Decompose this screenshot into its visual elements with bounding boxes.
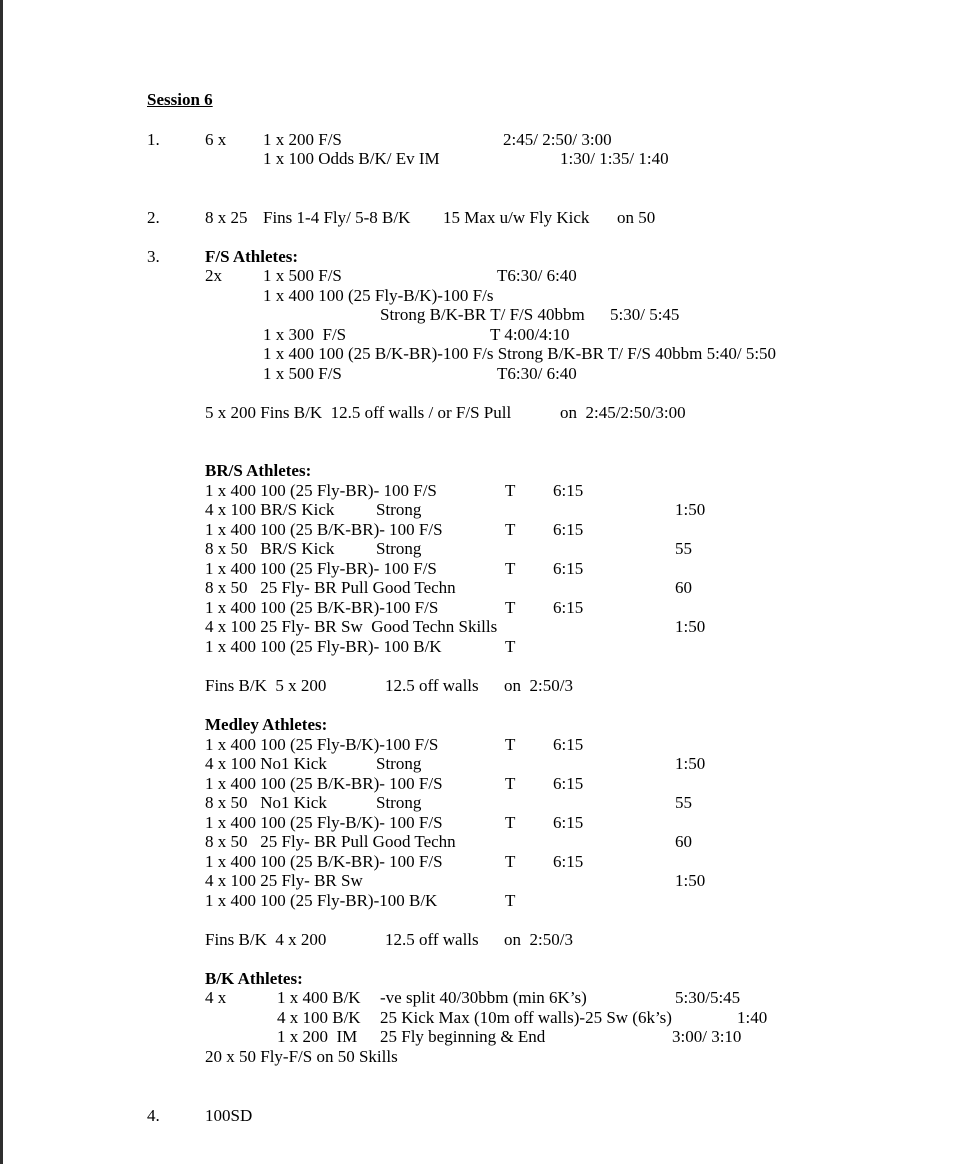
text-segment: 5:30/5:45 (675, 988, 741, 1007)
text-segment: 8 x 50 BR/S Kick (205, 539, 335, 558)
doc-line (0, 325, 966, 345)
text-segment: T6:30/ 6:40 (497, 364, 577, 383)
text-segment: 1 x 400 B/K (277, 988, 361, 1007)
text-segment: on 2:50/3 (504, 676, 573, 695)
text-segment: 1 x 400 100 (25 Fly-B/K)-100 F/s (263, 286, 494, 305)
text-segment: 8 x 50 No1 Kick (205, 793, 327, 812)
doc-line (0, 813, 966, 833)
text-segment: 4 x 100 BR/S Kick (205, 500, 335, 519)
text-segment: 2:45/ 2:50/ 3:00 (503, 130, 612, 149)
text-segment: 1 x 200 IM (277, 1027, 358, 1046)
doc-line (0, 266, 966, 286)
text-segment: 1 x 400 100 (25 Fly-B/K)-100 F/S (205, 735, 439, 754)
text-segment: 4. (147, 1106, 160, 1125)
medley-athletes-heading: Medley Athletes: (205, 715, 328, 734)
text-segment: 8 x 50 25 Fly- BR Pull Good Techn (205, 578, 456, 597)
doc-line (0, 461, 966, 481)
text-segment: 6 x (205, 130, 227, 149)
text-segment: 6:15 (553, 520, 584, 539)
fs-athletes-heading: F/S Athletes: (205, 247, 299, 266)
text-segment: Fins B/K 4 x 200 (205, 930, 327, 949)
doc-line (0, 891, 966, 911)
text-segment: 60 (675, 832, 692, 851)
doc-line (0, 1047, 966, 1067)
doc-line (0, 403, 966, 423)
doc-line (0, 774, 966, 794)
doc-line (0, 676, 966, 696)
doc-line (0, 969, 966, 989)
session-title: Session 6 (147, 90, 213, 109)
doc-line (0, 793, 966, 813)
text-segment: 4 x (205, 988, 227, 1007)
text-segment: 55 (675, 539, 692, 558)
text-segment: 6:15 (553, 735, 584, 754)
text-segment: 4 x 100 No1 Kick (205, 754, 327, 773)
doc-line (0, 500, 966, 520)
text-segment: 3. (147, 247, 160, 266)
text-segment: 1 x 400 100 (25 Fly-BR)- 100 F/S (205, 481, 437, 500)
bk-athletes-heading: B/K Athletes: (205, 969, 303, 988)
text-segment: 1:50 (675, 500, 706, 519)
doc-line (0, 871, 966, 891)
doc-line (0, 539, 966, 559)
doc-line (0, 617, 966, 637)
doc-line (0, 364, 966, 384)
text-segment: 12.5 off walls (385, 930, 479, 949)
text-segment: 5:30/ 5:45 (610, 305, 680, 324)
text-segment: 25 Fly beginning & End (380, 1027, 546, 1046)
text-segment: 25 Kick Max (10m off walls)-25 Sw (6k’s) (380, 1008, 672, 1027)
doc-line (0, 247, 966, 267)
text-segment: on 2:50/3 (504, 930, 573, 949)
text-segment: Fins B/K 5 x 200 (205, 676, 327, 695)
text-segment: T (505, 520, 516, 539)
text-segment: 1:50 (675, 617, 706, 636)
doc-line (0, 578, 966, 598)
text-segment: Strong (376, 754, 422, 773)
doc-line (0, 715, 966, 735)
text-segment: 1 x 400 100 (25 B/K-BR)- 100 F/S (205, 520, 443, 539)
text-segment: 15 Max u/w Fly Kick (443, 208, 590, 227)
doc-line (0, 832, 966, 852)
text-segment: 4 x 100 25 Fly- BR Sw (205, 871, 363, 890)
text-segment: 1 x 400 100 (25 B/K-BR)- 100 F/S (205, 852, 443, 871)
doc-line (0, 637, 966, 657)
text-segment: 1 x 400 100 (25 Fly-BR)-100 B/K (205, 891, 438, 910)
text-segment: 8 x 50 25 Fly- BR Pull Good Techn (205, 832, 456, 851)
text-segment: Strong (376, 539, 422, 558)
text-segment: 6:15 (553, 852, 584, 871)
doc-line (0, 481, 966, 501)
doc-line (0, 1106, 966, 1126)
text-segment: 2x (205, 266, 222, 285)
text-segment: 6:15 (553, 774, 584, 793)
text-segment: T (505, 774, 516, 793)
text-segment: T (505, 637, 516, 656)
text-segment: Strong (376, 500, 422, 519)
doc-line (0, 90, 966, 110)
doc-line (0, 286, 966, 306)
text-segment: 1 x 300 F/S (263, 325, 347, 344)
text-segment: 2. (147, 208, 160, 227)
doc-line (0, 1027, 966, 1047)
text-segment: Fins 1-4 Fly/ 5-8 B/K (263, 208, 411, 227)
doc-line (0, 520, 966, 540)
text-segment: 1. (147, 130, 160, 149)
text-segment: 1 x 400 100 (25 B/K-BR)- 100 F/S (205, 774, 443, 793)
text-segment: 6:15 (553, 813, 584, 832)
text-segment: -ve split 40/30bbm (min 6K’s) (380, 988, 587, 1007)
text-segment: T (505, 891, 516, 910)
text-segment: on 2:45/2:50/3:00 (560, 403, 686, 422)
doc-line (0, 559, 966, 579)
text-segment: 1 x 400 100 (25 B/K-BR)-100 F/s Strong B/K-BR T/ F/S 40bbm 5:40/ 5:50 (263, 344, 777, 363)
text-segment: 1 x 500 F/S (263, 364, 342, 383)
text-segment: 1 x 400 100 (25 Fly-B/K)- 100 F/S (205, 813, 443, 832)
doc-line (0, 930, 966, 950)
doc-line (0, 735, 966, 755)
doc-line (0, 1008, 966, 1028)
text-segment: 3:00/ 3:10 (672, 1027, 742, 1046)
doc-line (0, 208, 966, 228)
text-segment: 1:30/ 1:35/ 1:40 (560, 149, 669, 168)
text-segment: T6:30/ 6:40 (497, 266, 577, 285)
text-segment: 6:15 (553, 481, 584, 500)
doc-line (0, 130, 966, 150)
text-segment: 20 x 50 Fly-F/S on 50 Skills (205, 1047, 398, 1066)
text-segment: 12.5 off walls (385, 676, 479, 695)
text-segment: T (505, 559, 516, 578)
text-segment: 1 x 200 F/S (263, 130, 342, 149)
doc-line (0, 149, 966, 169)
text-segment: 60 (675, 578, 692, 597)
text-segment: 1:50 (675, 754, 706, 773)
text-segment: 1 x 400 100 (25 Fly-BR)- 100 F/S (205, 559, 437, 578)
text-segment: 4 x 100 25 Fly- BR Sw Good Techn Skills (205, 617, 498, 636)
doc-line (0, 852, 966, 872)
doc-line (0, 598, 966, 618)
text-segment: T (505, 598, 516, 617)
text-segment: 55 (675, 793, 692, 812)
text-segment: Strong (376, 793, 422, 812)
text-segment: 1 x 500 F/S (263, 266, 342, 285)
text-segment: 6:15 (553, 598, 584, 617)
text-segment: 4 x 100 B/K (277, 1008, 361, 1027)
text-segment: T (505, 735, 516, 754)
text-segment: 1 x 100 Odds B/K/ Ev IM (263, 149, 440, 168)
text-segment: Strong B/K-BR T/ F/S 40bbm (380, 305, 585, 324)
text-segment: T (505, 852, 516, 871)
text-segment: 1:40 (737, 1008, 768, 1027)
text-segment: 6:15 (553, 559, 584, 578)
brs-athletes-heading: BR/S Athletes: (205, 461, 312, 480)
doc-line (0, 988, 966, 1008)
text-segment: T 4:00/4:10 (490, 325, 570, 344)
text-segment: 1 x 400 100 (25 Fly-BR)- 100 B/K (205, 637, 442, 656)
text-segment: on 50 (617, 208, 656, 227)
text-segment: 1 x 400 100 (25 B/K-BR)-100 F/S (205, 598, 439, 617)
doc-line (0, 754, 966, 774)
text-segment: T (505, 813, 516, 832)
text-segment: 100SD (205, 1106, 253, 1125)
text-segment: 1:50 (675, 871, 706, 890)
doc-line (0, 305, 966, 325)
text-segment: T (505, 481, 516, 500)
text-segment: 8 x 25 (205, 208, 248, 227)
doc-line (0, 344, 966, 364)
text-segment: 5 x 200 Fins B/K 12.5 off walls / or F/S Pull (205, 403, 512, 422)
